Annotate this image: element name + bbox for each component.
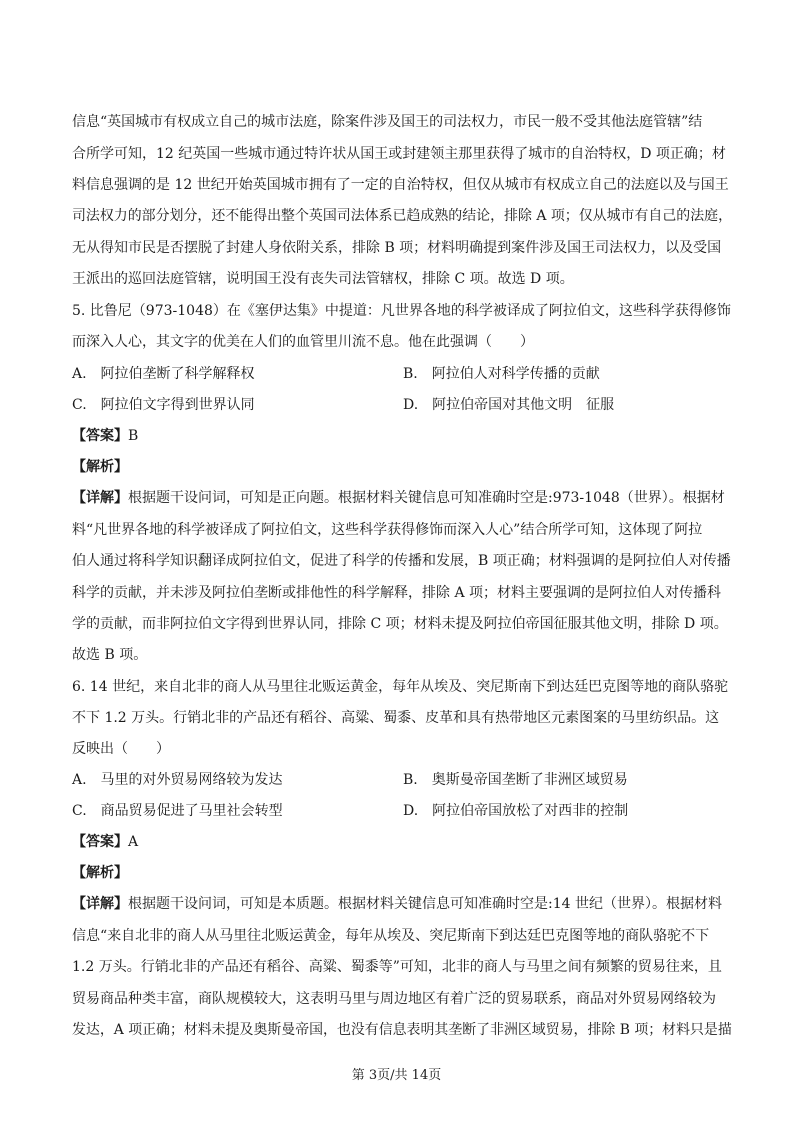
- question-5-options-row: [72, 364, 732, 384]
- option-b: B. 奥斯曼帝国垄断了非洲区域贸易: [403, 772, 628, 788]
- section-tag: 【解析】: [72, 865, 128, 881]
- detail-line: 科学的贡献，并未涉及阿拉伯垄断或排他性的科学解释，排除 A 项；材料主要强调的是阿拉伯人对传播科: [72, 585, 722, 601]
- detail-line: 1.2 万头。行销北非的产品还有稻谷、高粱、蜀黍等”可知，北非的商人与马里之间有频繁的贸易往来，且: [72, 959, 722, 975]
- detail-line: 料“凡世界各地的科学被译成了阿拉伯文，这些科学获得修饰而深入人心”结合所学可知，这体现了阿拉: [72, 522, 703, 538]
- detail-line: 信息“来自北非的商人从马里往北贩运黄金，每年从埃及、突尼斯南下到达廷巴克图等地的商队骆驼不下: [72, 928, 710, 944]
- text-line: 合所学可知，12 纪英国一些城市通过特许状从国王或封建领主那里获得了城市的自治特权，D 项正确；材: [72, 146, 726, 162]
- question-6-options-row: [72, 801, 732, 821]
- section-tag: 【答案】: [72, 428, 128, 444]
- question-6-stem: 反映出（ ）: [72, 741, 170, 757]
- detail-line: 伯人通过将科学知识翻译成阿拉伯文，促进了科学的传播和发展，B 项正确；材料强调的是阿拉伯人对传播: [72, 553, 731, 569]
- analysis-label: [72, 863, 128, 883]
- option-c: C. 商品贸易促进了马里社会转型: [72, 803, 283, 819]
- answer-label: 【答案】B: [72, 428, 139, 444]
- section-tag: 【详解】: [72, 490, 128, 506]
- text-line: 料信息强调的是 12 世纪开始英国城市拥有了一定的自治特权，但仅从城市有权成立自己的法庭以及与国王: [72, 177, 729, 193]
- text-line: 司法权力的部分划分，还不能得出整个英国司法体系已趋成熟的结论，排除 A 项；仅从城市有自己的法庭，: [72, 208, 733, 224]
- question-5-stem: 而深入人心，其文字的优美在人们的血管里川流不息。他在此强调（ ）: [72, 334, 534, 350]
- option-a: A. 阿拉伯垄断了科学解释权: [72, 366, 255, 382]
- answer-label: 【答案】A: [72, 834, 139, 850]
- detail-line: 【详解】根据题干设问词，可知是本质题。根据材料关键信息可知准确时空是:14 世纪（世界）。根据材料: [72, 896, 722, 912]
- question-5-options-row: [72, 395, 732, 415]
- detail-line: 发达，A 项正确；材料未提及奥斯曼帝国，也没有信息表明其垄断了非洲区域贸易，排除 B 项；材料只是描: [72, 1022, 732, 1038]
- option-d: D. 阿拉伯帝国放松了对西非的控制: [403, 803, 629, 819]
- detail-line: 学的贡献，而非阿拉伯文字得到世界认同，排除 C 项；材料未提及阿拉伯帝国征服其他文明，排除 D 项。: [72, 616, 728, 632]
- question-6-options-row: [72, 770, 732, 790]
- option-d: D. 阿拉伯帝国对其他文明 征服: [403, 397, 615, 413]
- section-tag: 【解析】: [72, 459, 128, 475]
- analysis-label: [72, 457, 128, 477]
- question-5-stem: 5. 比鲁尼（973-1048）在《塞伊达集》中提道：凡世界各地的科学被译成了阿拉伯文，这些科学获得修饰: [72, 303, 731, 319]
- text-line: 信息“英国城市有权成立自己的城市法庭，除案件涉及国王的司法权力，市民一般不受其他法庭管辖”结: [72, 114, 703, 130]
- question-6-stem: 不下 1.2 万头。行销北非的产品还有稻谷、高粱、蜀黍、皮革和具有热带地区元素图案的马里纺织品。这: [72, 710, 720, 726]
- text-line: 王派出的巡回法庭管辖，说明国王没有丧失司法管辖权，排除 C 项。故选 D 项。: [72, 271, 574, 287]
- option-b: B. 阿拉伯人对科学传播的贡献: [403, 366, 600, 382]
- question-6-stem: 6. 14 世纪，来自北非的商人从马里往北贩运黄金，每年从埃及、突尼斯南下到达廷巴克图等地的商队骆驼: [72, 679, 729, 695]
- option-c: C. 阿拉伯文字得到世界认同: [72, 397, 255, 413]
- detail-line: 贸易商品种类丰富，商队规模较大，这表明马里与周边地区有着广泛的贸易联系，商品对外贸易网络较为: [72, 991, 716, 1007]
- option-a: A. 马里的对外贸易网络较为发达: [72, 772, 283, 788]
- detail-line: 【详解】根据题干设问词，可知是正向题。根据材料关键信息可知准确时空是:973-1048（世界）。根据材: [72, 490, 725, 506]
- text-line: 无从得知市民是否摆脱了封建人身依附关系，排除 B 项；材料明确提到案件涉及国王司法权力，以及受国: [72, 240, 722, 256]
- detail-line: 故选 B 项。: [72, 647, 148, 663]
- page-footer: 第 3页/共 14页: [351, 1068, 442, 1083]
- section-tag: 【详解】: [72, 896, 128, 912]
- section-tag: 【答案】: [72, 834, 128, 850]
